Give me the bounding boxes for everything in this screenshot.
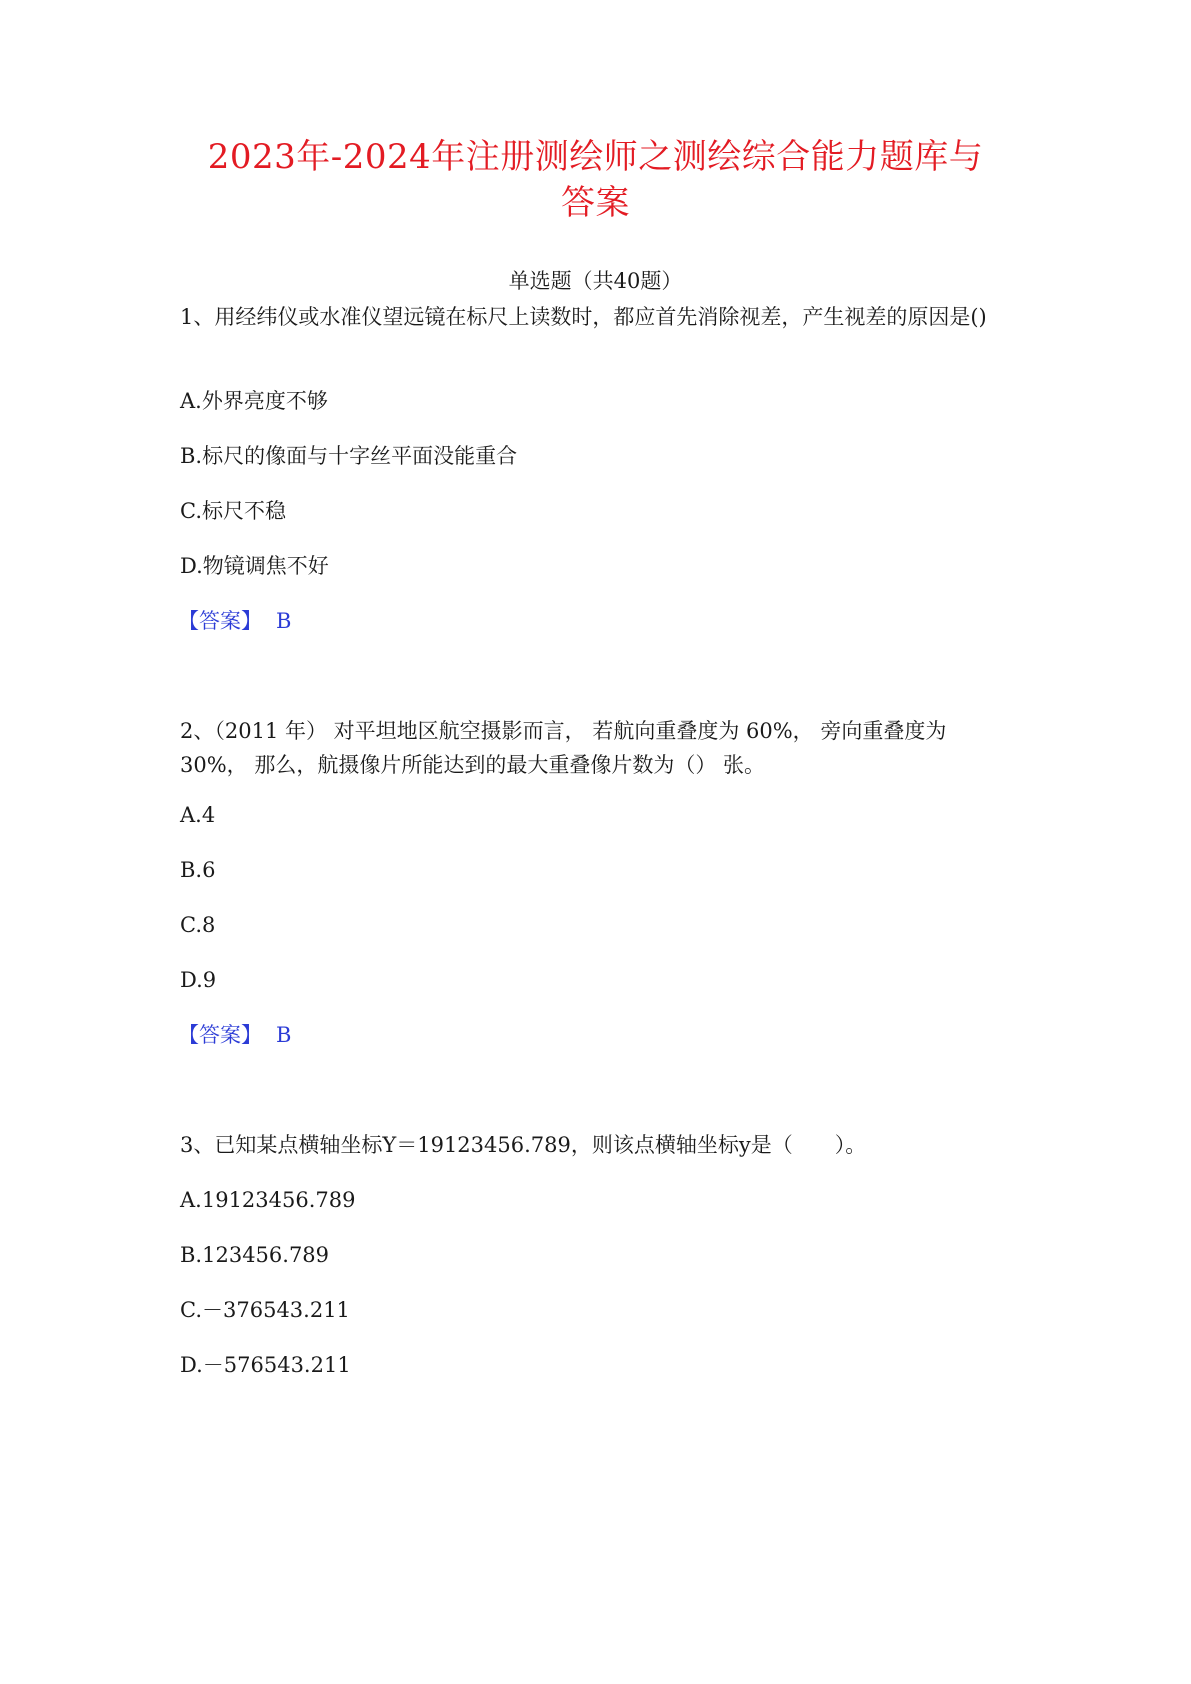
question-3-option-c: C.－376543.211: [180, 1298, 350, 1322]
question-1-option-d: D.物镜调焦不好: [180, 554, 329, 578]
question-2-stem: 2、（2011 年） 对平坦地区航空摄影而言， 若航向重叠度为 60%， 旁向重叠度为 30%， 那么，航摄像片所能达到的最大重叠像片数为（） 张。: [180, 719, 947, 777]
answer-value: B: [276, 1023, 292, 1047]
answer-tag: 【答案】: [178, 609, 262, 633]
section-heading: 单选题（共40题）: [508, 269, 683, 293]
answer-value: B: [276, 609, 292, 633]
question-2-option-c: C.8: [180, 913, 216, 937]
question-2-option-d: D.9: [180, 968, 217, 992]
question-1-stem: 1、用经纬仪或水准仪望远镜在标尺上读数时，都应首先消除视差，产生视差的原因是(): [180, 305, 987, 329]
question-1-option-b: B.标尺的像面与十字丝平面没能重合: [180, 444, 518, 468]
question-3-option-d: D.－576543.211: [180, 1353, 351, 1377]
question-1-option-a: A.外界亮度不够: [180, 389, 328, 413]
question-3-option-b: B.123456.789: [180, 1243, 330, 1267]
question-1-option-c: C.标尺不稳: [180, 499, 286, 523]
question-2-answer: [178, 1020, 291, 1050]
title-line-2: 答案: [561, 183, 630, 223]
question-3-option-a: A.19123456.789: [180, 1188, 356, 1212]
answer-tag: 【答案】: [178, 1023, 262, 1047]
question-2-option-b: B.6: [180, 858, 216, 882]
question-3-stem: 3、已知某点横轴坐标Y＝19123456.789，则该点横轴坐标y是（ ）。: [180, 1133, 867, 1157]
question-2-option-a: A.4: [180, 803, 216, 827]
title-line-1: 2023年-2024年注册测绘师之测绘综合能力题库与: [207, 137, 984, 177]
document-title: [150, 134, 1041, 226]
question-1-answer: [178, 606, 291, 636]
